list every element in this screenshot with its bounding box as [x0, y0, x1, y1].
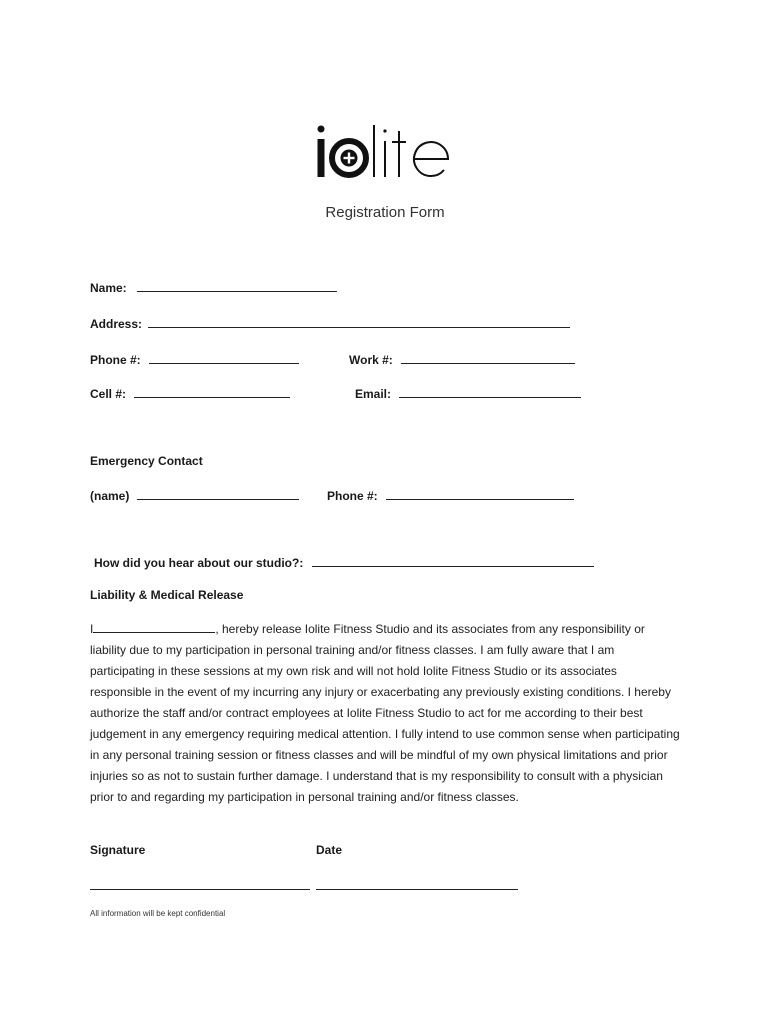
cell-field[interactable] [134, 385, 290, 398]
hear-row [94, 554, 594, 572]
signature-field[interactable] [90, 877, 310, 890]
name-field[interactable] [137, 279, 337, 292]
cell-label: Cell #: [90, 387, 127, 401]
emergency-name-label: (name) [90, 489, 130, 503]
address-field[interactable] [148, 315, 570, 328]
emergency-heading: Emergency Contact [90, 454, 203, 468]
phone-field[interactable] [149, 351, 299, 364]
hear-label: How did you hear about our studio?: [94, 556, 304, 570]
cell-row [90, 385, 290, 403]
liability-heading: Liability & Medical Release [90, 588, 244, 602]
address-row [90, 315, 570, 333]
emergency-name-row [90, 487, 299, 505]
name-row [90, 279, 337, 297]
confidential-note: All information will be kept confidential [90, 909, 226, 918]
work-row [349, 351, 575, 369]
phone-label: Phone #: [90, 353, 141, 367]
phone-row [90, 351, 299, 369]
emergency-name-field[interactable] [137, 487, 299, 500]
address-label: Address: [90, 317, 143, 331]
name-label: Name: [90, 281, 127, 295]
form-title: Registration Form [325, 204, 445, 221]
emergency-phone-field[interactable] [386, 487, 574, 500]
date-label: Date [316, 843, 343, 857]
liability-name-field[interactable] [93, 620, 215, 633]
hear-field[interactable] [312, 554, 594, 567]
emergency-phone-row [327, 487, 574, 505]
email-label: Email: [355, 387, 392, 401]
work-label: Work #: [349, 353, 393, 367]
liability-prefix: I [90, 622, 94, 636]
date-field-wrap [316, 877, 518, 895]
liability-body: , hereby release Iolite Fitness Studio and its associates from any responsibility or liability due to my participation in personal training and/or fitness classes. I am fully aware that I am participating in these sessions at my own risk and will not hold Iolite Fitness Studio or its associates responsible in the event of my incurring any injury or exacerbating any previously existing conditions. I hereby authorize the staff and/or contract employees at Iolite Fitness Studio to act for me according to their best judgement in any emergency requiring medical attention. I fully intend to use common sense when participating in any personal training session or fitness classes and will be mindful of my own physical limitations and prior injuries so as not to sustain further damage. I understand that is my responsibility to consult with a physician prior to and regarding my participation in personal training and/or fitness classes. [90, 622, 680, 804]
liability-paragraph [90, 619, 680, 808]
signature-field-wrap [90, 877, 310, 895]
email-field[interactable] [399, 385, 581, 398]
date-field[interactable] [316, 877, 518, 890]
emergency-phone-label: Phone #: [327, 489, 378, 503]
email-row [355, 385, 581, 403]
work-field[interactable] [401, 351, 575, 364]
iolite-logo-mark [315, 122, 455, 182]
signature-label: Signature [90, 843, 146, 857]
